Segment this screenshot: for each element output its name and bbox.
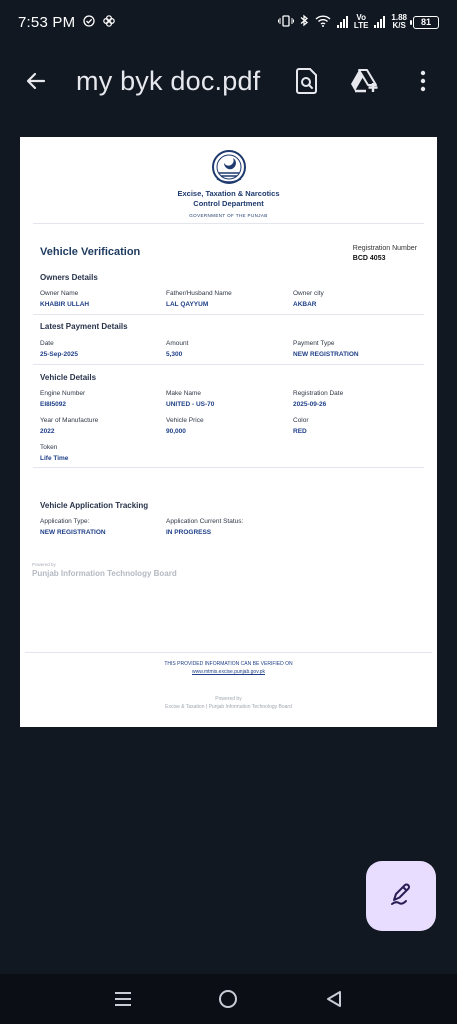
wifi-icon xyxy=(315,15,331,30)
father-name-field: Father/Husband Name LAL QAYYUM xyxy=(166,290,232,308)
vehicle-section-title: Vehicle Details xyxy=(40,373,97,382)
registration-value: BCD 4053 xyxy=(352,255,386,262)
bluetooth-icon xyxy=(300,14,309,30)
volte-indicator: Vo LTE xyxy=(353,13,369,30)
status-bar xyxy=(0,0,457,44)
owner-city-field: Owner city AKBAR xyxy=(293,290,324,308)
back-triangle-icon[interactable] xyxy=(314,979,354,1019)
tracking-section-title: Vehicle Application Tracking xyxy=(40,501,149,510)
registration-block xyxy=(353,244,417,264)
government-label: GOVERNMENT OF THE PUNJAB xyxy=(189,213,268,218)
system-nav-bar xyxy=(0,974,457,1024)
department-line-1: Excise, Taxation & Narcotics xyxy=(177,189,280,198)
recents-menu-icon[interactable] xyxy=(103,979,143,1019)
department-line-2: Control Department xyxy=(193,199,264,208)
price-field: Vehicle Price 90,000 xyxy=(166,417,204,435)
owner-name-field: Owner Name KHABIR ULLAH xyxy=(40,290,90,308)
payment-amount-field: Amount 5,300 xyxy=(166,340,189,358)
vibrate-icon xyxy=(278,15,294,30)
search-document-icon[interactable] xyxy=(289,63,325,99)
more-vert-icon[interactable] xyxy=(405,63,441,99)
application-type-field: Application Type: NEW REGISTRATION xyxy=(40,518,106,536)
drive-add-icon[interactable] xyxy=(347,63,383,99)
check-circle-icon xyxy=(83,14,95,31)
powered-by-label: Powered by xyxy=(32,562,56,567)
status-time: 7:53 PM xyxy=(18,13,76,31)
payment-section-title: Latest Payment Details xyxy=(40,322,128,331)
pitb-label: Punjab Information Technology Board xyxy=(32,569,177,578)
make-name-field: Make Name UNITED - US-70 xyxy=(166,390,215,408)
pinwheel-icon xyxy=(103,14,115,31)
divider xyxy=(25,652,432,653)
registration-label: Registration Number xyxy=(352,245,417,252)
footer-powered: Powered by Excise & Taxation | Punjab Information Technology Board xyxy=(165,696,292,710)
document-title: my byk doc.pdf xyxy=(76,65,261,96)
signal-icon-2 xyxy=(374,16,385,28)
verification-link[interactable]: www.mtmis.excise.punjab.gov.pk xyxy=(192,669,265,675)
verification-note: THIS PROVIDED INFORMATION CAN BE VERIFIED ON www.mtmis.excise.punjab.gov.pk xyxy=(164,661,293,675)
back-arrow-icon[interactable] xyxy=(18,63,54,99)
divider xyxy=(33,314,424,315)
payment-type-field: Payment Type NEW REGISTRATION xyxy=(293,340,359,358)
edit-pen-icon xyxy=(388,881,414,912)
pdf-page[interactable] xyxy=(20,137,437,727)
divider xyxy=(33,223,424,224)
page-title: Vehicle Verification xyxy=(40,246,141,258)
document-header xyxy=(20,137,437,218)
battery-icon: 81 xyxy=(413,16,439,29)
app-bar xyxy=(0,52,457,110)
engine-number-field: Engine Number EI8I5092 xyxy=(40,390,86,408)
year-field: Year of Manufacture 2022 xyxy=(40,417,99,435)
edit-fab-button[interactable] xyxy=(366,861,436,931)
token-field: Token Life Time xyxy=(40,444,69,462)
punjab-emblem-icon xyxy=(209,149,249,185)
application-status-field: Application Current Status: IN PROGRESS xyxy=(166,518,244,536)
divider xyxy=(33,467,424,468)
signal-icon xyxy=(337,16,348,28)
registration-date-field: Registration Date 2025-09-26 xyxy=(293,390,344,408)
payment-date-field: Date 25-Sep-2025 xyxy=(40,340,78,358)
color-field: Color RED xyxy=(293,417,309,435)
net-speed: 1.88 K/S xyxy=(391,13,407,30)
owners-section-title: Owners Details xyxy=(40,273,98,282)
home-circle-icon[interactable] xyxy=(208,979,248,1019)
divider xyxy=(33,364,424,365)
